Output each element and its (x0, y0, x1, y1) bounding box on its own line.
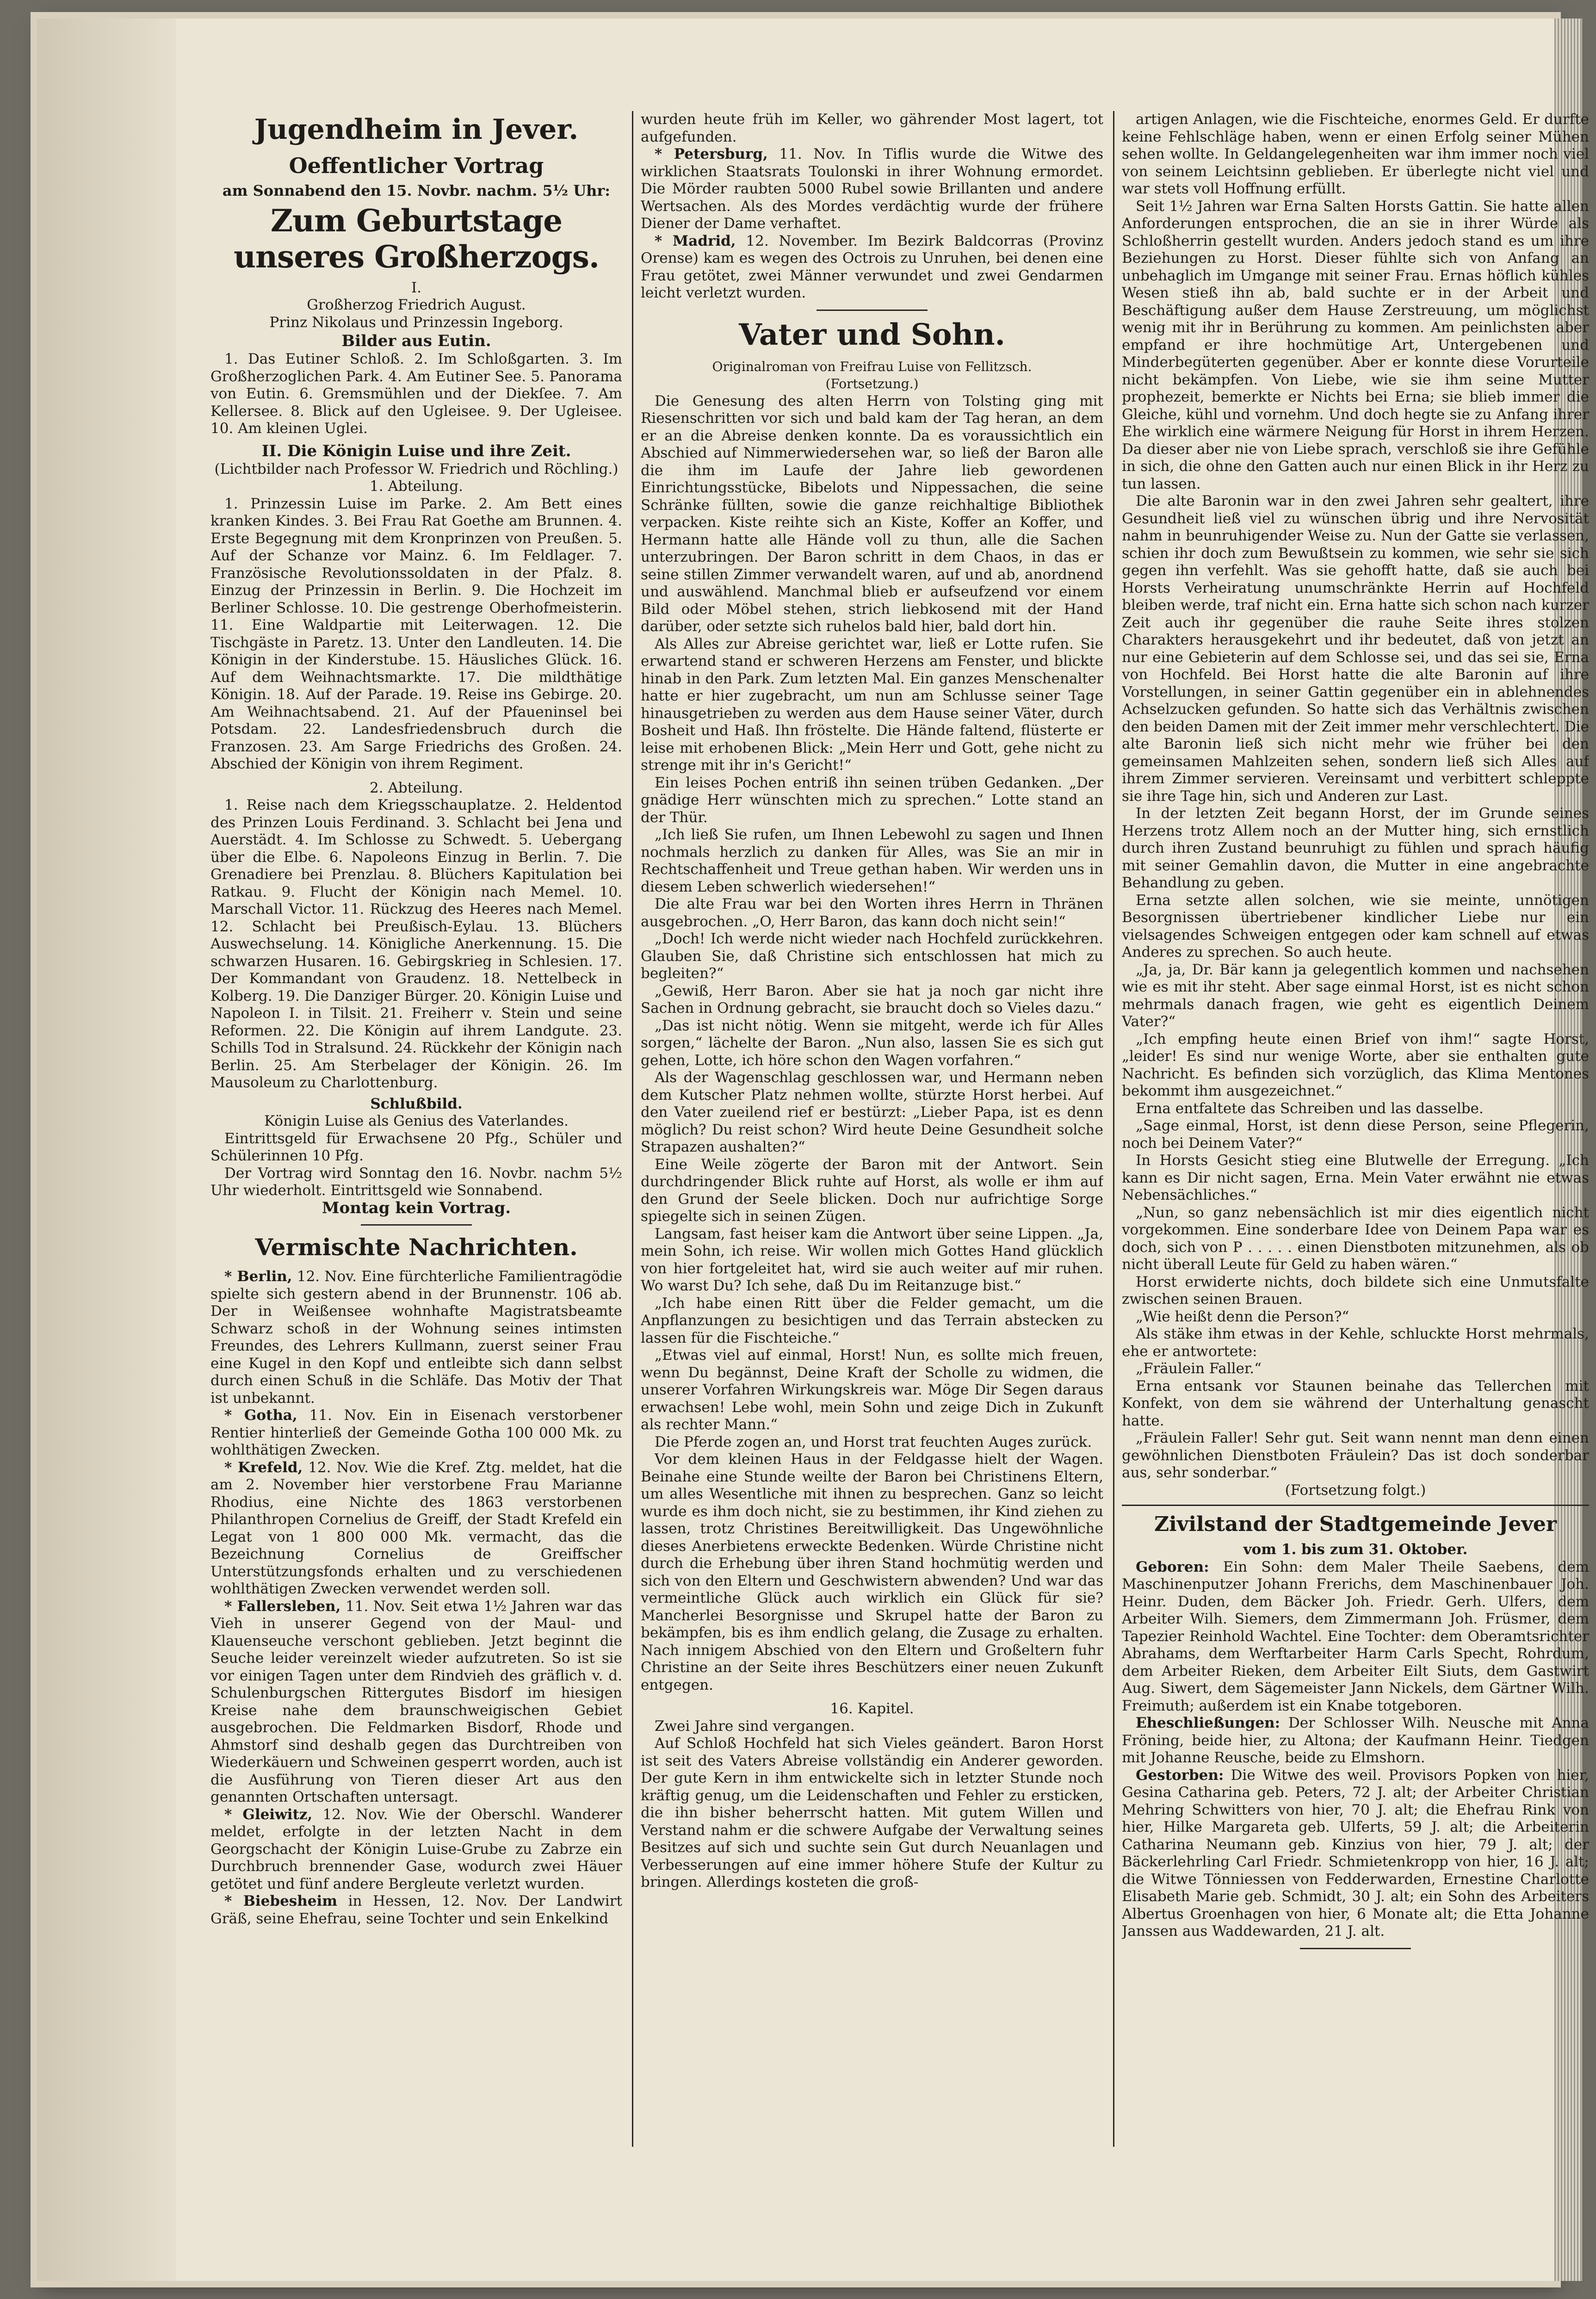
column-rule (632, 111, 633, 2147)
novel-paragraph: Als Alles zur Abreise gerichtet war, ließ er Lotte rufen. Sie erwartend stand er schweren Herzens am Fenster, und blickte hinab in den Park. Zum letzten Mal. Ein ganzes Menschenalter hatte er hier zugebracht, um nun am Schlusse seiner Tage hinausgetrieben zu werden aus dem Hause seiner Väter, durch Bosheit und Haß. Ihn fröstelte. Die Hände faltend, flüsterte er leise mit erhobenen Blick: „Mein Herr und Gott, gehe nicht zu strenge mit ihr in's Gericht!“ (641, 635, 1103, 774)
zivilstand-list (1122, 1559, 1589, 1940)
bilder-list: 1. Das Eutiner Schloß. 2. Im Schloßgarten. 3. Im Großherzoglichen Park. 4. Am Eutiner See. 5. Panorama von Eutin. 6. Gremsmühlen und der Diekſee. 7. Am Kellersee. 8. Blick auf den Ugleisee. 9. Der Ugleisee. 10. Am kleinen Uglei. (210, 351, 622, 437)
novel-paragraph: Eine Weile zögerte der Baron mit der Antwort. Sein durchdringender Blick ruhte auf Horst, als wolle er ihm auf den Grund der Seele blicken. Doch nur aufrichtige Sorge spiegelte sich in seinen Zügen. (641, 1156, 1103, 1225)
novel-paragraph: Als der Wagenschlag geschlossen war, und Hermann neben dem Kutscher Platz nehmen wollte, stürzte Horst herbei. Auf den Vater zueilend rief er bestürzt: „Lieber Papa, ist es denn möglich? Du reist schon? Wird heute Deine Gesundheit solche Strapazen aushalten?“ (641, 1069, 1103, 1155)
novel-paragraph: Die Pferde zogen an, und Horst trat feuchten Auges zurück. (655, 1433, 1092, 1450)
ad-date-line: am Sonnabend den 15. Novbr. nachm. 5½ Uhr: (222, 182, 611, 199)
novel-paragraph: „Sage einmal, Horst, ist denn diese Person, seine Pflegerin, noch bei Deinem Vater?“ (1122, 1117, 1589, 1152)
zivilstand-label: Eheschließungen: (1136, 1715, 1281, 1731)
news-text: 11. Nov. In Tiflis wurde die Witwe des wirklichen Staatsrats Toulonski in ihrer Wohnung ermordet. Die Mörder raubten 5000 Rubel sowie Brillanten und andere Wertsachen. Als des Mordes verdächtig wurde der frühere Diener der Dame verhaftet. (641, 146, 1103, 232)
novel-paragraph: „Nun, so ganz nebensächlich ist mir dies eigentlich nicht vorgekommen. Eine sonderbare Idee von Deinem Papa war es doch, sich von P . . . . . einen Dienstboten mitzunehmen, als ob nicht überall Leute für Geld zu haben wären.“ (1122, 1204, 1589, 1273)
novel-paragraph: „Doch! Ich werde nicht wieder nach Hochfeld zurückkehren. Glauben Sie, daß Christine sich entschlossen hat mich zu begleiten?“ (641, 930, 1103, 982)
column-right (1122, 111, 1589, 2147)
novel-paragraph: Als stäke ihm etwas in der Kehle, schluckte Horst mehrmals, ehe er antwortete: (1122, 1326, 1589, 1360)
novel-paragraph: Langsam, fast heiser kam die Antwort über seine Lippen. „Ja, mein Sohn, ich reise. Wir wollen mich Gottes Hand glücklich von hier fortgeleitet hat, wird sie auch weiter auf mir ruhen. Wo warst Du? Ich sehe, daß Du im Reitanzuge bist.“ (641, 1225, 1103, 1294)
zivilstand-text: Ein Sohn: dem Maler Theile Saebens, dem Maschinenputzer Johann Frerichs, dem Maschinenbauer Joh. Heinr. Duden, dem Bäcker Joh. Friedr. Gerh. Ulfers, dem Arbeiter Wilh. Siemers, dem Zimmermann Joh. Früsmer, dem Tapezier Reinhold Wachtel. Eine Tochter: dem Oberamtsrichter Abrahams, dem Werftarbeiter Harm Carls Specht, Rohrdum, dem Arbeiter Rieken, dem Arbeiter Eilt Siuts, dem Gastwirt Aug. Siwert, dem Sägemeister Jann Nickels, dem Gärtner Wilh. Freimuth; außerdem ist ein Knabe totgeboren. (1122, 1558, 1589, 1714)
novel-paragraph: Die alte Baronin war in den zwei Jahren sehr gealtert, ihre Gesundheit ließ viel zu wünschen übrig und ihre Nervosität nahm in beunruhigender Weise zu. Nun der Gatte sie verlassen, schien ihr doch zum Bewußtsein zu kommen, wie sehr sie sich gegen ihn verfehlt. Was sie gehofft hatte, daß sie auch bei Horsts Verheiratung unumschränkte Herrin auf Hochfeld bleiben werde, traf nicht ein. Erna hatte sich schon nach kurzer Zeit auch ihr gegenüber die rauhe Seite ihres stolzen Charakters herausgekehrt und ihr bedeutet, daß von jetzt an nur eine Gebieterin auf dem Schlosse sei, und das sei sie, Erna von Hochfeld. Bei Horst hatte die alte Baronin auf ihre Vorstellungen, in seiner Gattin gegenüber ein in ablehnendes Achselzucken gefunden. So hatte sich das Verhältnis zwischen den beiden Damen mit der Zeit immer mehr verschlechtert. Die alte Baronin ließ sich nicht mehr wie früher bei den gemeinsamen Mahlzeiten sehen, sondern ließ sich Alles auf ihrem Zimmer servieren. Vereinsamt und verbittert schleppte sie ihre Tage hin, sich und Anderen zur Last. (1122, 493, 1589, 805)
novel-paragraph: „Ja, ja, Dr. Bär kann ja gelegentlich kommen und nachsehen wie es mit ihr steht. Aber sage einmal Horst, ist es nicht schon mehrmals danach fragen, wie geht es eigentlich Deinem Vater?“ (1122, 961, 1589, 1030)
divider (1300, 1948, 1411, 1949)
news-item (641, 233, 1103, 302)
abteilung-2-list: 1. Reise nach dem Kriegsschauplatze. 2. Heldentod des Prinzen Louis Ferdinand. 3. Schlacht bei Jena und Auerstädt. 4. Im Schlosse zu Schwedt. 5. Uebergang über die Elbe. 6. Napoleons Einzug in Berlin. 7. Die Grenadiere bei Prenzlau. 8. Blüchers Kapitulation bei Ratkau. 9. Flucht der Königin nach Memel. 10. Marschall Victor. 11. Rückzug des Heeres nach Memel. 12. Schlacht bei Preußisch-Eylau. 13. Blüchers Auswechselung. 14. Königliche Anerkennung. 15. Die schwarzen Husaren. 16. Gebirgskrieg in Schlesien. 17. Der Kommandant von Graudenz. 18. Nettelbeck in Kolberg. 19. Die Danziger Bürger. 20. Königin Luise und Napoleon I. in Tilsit. 21. Freiherr v. Stein und seine Reformen. 22. Die Königin auf ihrem Landgute. 23. Schills Tod in Stralsund. 24. Rückkehr der Königin nach Berlin. 25. Am Sterbelager der Königin. 26. Im Mausoleum zu Charlottenburg. (210, 797, 622, 1091)
zivilstand-subheading: vom 1. bis zum 31. Oktober. (1243, 1541, 1468, 1558)
news-item (210, 1806, 622, 1893)
persons-line: Großherzog Friedrich August. (307, 297, 526, 313)
novel-paragraph: Erna entsank vor Staunen beinahe das Tellerchen mit Konfekt, von dem sie während der Unterhaltung genascht hatte. (1122, 1377, 1589, 1429)
news-dateline: * Biebesheim (224, 1893, 338, 1909)
montag-notice: Montag kein Vortrag. (322, 1198, 511, 1217)
zivilstand-heading: Zivilstand der Stadtgemeinde Jever (1154, 1512, 1557, 1536)
part2-heading: II. Die Königin Luise und ihre Zeit. (261, 441, 571, 460)
news-item (210, 1459, 622, 1598)
schluss-line: Königin Luise als Genius des Vaterlandes. (264, 1113, 569, 1129)
news-text: 12. Nov. Wie der Oberschl. Wanderer meldet, erfolgte in der letzten Nacht in dem Georgschacht der Königin Luise-Grube zu Zabrze ein Durchbruch brennender Gase, wodurch zwei Häuer getötet und fünf andere Bergleute verletzt wurden. (210, 1806, 622, 1892)
zivilstand-entry (1122, 1767, 1589, 1940)
news-text: 12. Nov. Wie die Kref. Ztg. meldet, hat die am 2. November hier verstorbene Frau Marianne Rhodius, eine Nichte des 1863 verstorbenen Philanthropen Cornelius de Greiff, der Stadt Krefeld ein Legat von 1 800 000 Mk. vermacht, das die Bezeichnung Cornelius de Greiffscher Unterstützungsfonds erhalten und zu verschiedenen wohlthätigen Zwecken verwendet werden soll. (210, 1459, 622, 1597)
fortsetzung-folgt: (Fortsetzung folgt.) (1285, 1481, 1426, 1499)
column-rule (1113, 111, 1114, 2147)
news-dateline: * Fallersleben, (224, 1598, 341, 1615)
novel-title: Vater und Sohn. (739, 317, 1005, 352)
novel-fortsetzung: (Fortsetzung.) (825, 376, 919, 391)
novel-paragraph: Erna setzte allen solchen, wie sie meinte, unnötigen Besorgnissen übertriebener kindlicher Liebe nur ein vielsagendes Schweigen entgegen oder kam schnell auf etwas Anderes zu sprechen. So auch heute. (1122, 892, 1589, 960)
column-left (210, 111, 622, 2147)
news-dateline: * Petersburg, (655, 146, 768, 162)
column-middle (641, 111, 1103, 2147)
news-text: 12. Nov. Eine fürchterliche Familientragödie spielte sich gestern abend in der Brunnenstr. 106 ab. Der in Weißensee wohnhafte Magistratsbeamte Schwarz schoß in der Wohnung seines intimsten Freundes, des Lehrers Kullmann, zuerst seiner Frau eine Kugel in den Kopf und entleibte sich dann selbst durch einen Schuß in die Schläfe. Das Motiv der That ist unbekannt. (210, 1268, 622, 1407)
novel-paragraph: Die alte Frau war bei den Worten ihres Herrn in Thränen ausgebrochen. „O, Herr Baron, das kann doch nicht sein!“ (641, 896, 1103, 930)
novel-paragraph: „Fräulein Faller! Sehr gut. Seit wann nennt man denn einen gewöhnlichen Dienstboten Fräulein? Das ist doch sonderbar aus, sehr sonderbar.“ (1122, 1430, 1589, 1481)
news-continuation: wurden heute früh im Keller, wo gährender Most lagert, tot aufgefunden. (641, 111, 1103, 145)
novel-paragraph: Seit 1½ Jahren war Erna Salten Horsts Gattin. Sie hatte allen Anforderungen entsprochen, die an sie in ihrer Würde als Schloßherrin gestellt wurden. Anders jedoch stand es um ihre Beziehungen zu Horst. Dieser fühlte sich von Anfang an unbehaglich im Umgange mit seiner Frau. Ernas höflich kühles Wesen stieß ihn ab, bald suchte er in der Arbeit und Beschäftigung außer dem Hause Zerstreuung, um möglichst wenig mit ihr in Berührung zu kommen. Am peinlichsten aber empfand er ihre hochmütige Art, Untergebenen und Minderbegüterten gegenüber. Aber er konnte diese Vorurteile nicht bekämpfen. Von Liebe, wie sie ihm seine Mutter prophezeit, bemerkte er Nichts bei Erna; sie blieb immer die Gleiche, kühl und vornehm. Und doch hegte sie zu Anfang ihrer Ehe wirklich eine wärmere Neigung für Horst in ihrem Herzen. Da dieser aber nie von Liebe sprach, verschloß sie ihre Gefühle in sich, die ohne den Gatten auch nur einen Blick in ihr Herz zu tun lassen. (1122, 198, 1589, 492)
novel-paragraph: „Etwas viel auf einmal, Horst! Nun, es sollte mich freuen, wenn Du begännst, Deine Kraft der Scholle zu widmen, die unserer Vorfahren Wirkungskreis war. Möge Dir Segen daraus erwachsen! Lebe wohl, mein Sohn und zeige Dich in Zukunft als rechter Mann.“ (641, 1347, 1103, 1433)
novel-paragraph: „Gewiß, Herr Baron. Aber sie hat ja noch gar nicht ihre Sachen in Ordnung gebracht, sie braucht doch so Vieles dazu.“ (641, 982, 1103, 1016)
novel-paragraph: Vor dem kleinen Haus in der Feldgasse hielt der Wagen. Beinahe eine Stunde weilte der Baron bei Christinens Eltern, um alles Wesentliche mit ihnen zu besprechen. Ganz so leicht wurde es ihm doch nicht, sie zu bestimmen, ihr Kind ziehen zu lassen, trotz Christines Bereitwilligkeit. Das Ungewöhnliche dieses Anerbietens erweckte Bedenken. Würde Christine nicht durch die Erhebung über ihren Stand hochmütig werden und sich von den Eltern und Geschwistern abwenden? Und war das vermeintliche Glück auch wirklich ein Glück für sie? Mancherlei Besorgnisse und Skrupel hatte der Baron zu bekämpfen, bis es ihm endlich gelang, die Zusage zu erhalten. Nach innigem Abschied von den Eltern und Großeltern fuhr Christine an der Seite ihres Beschützers einer neuen Zukunft entgegen. (641, 1451, 1103, 1693)
novel-paragraph: In Horsts Gesicht stieg eine Blutwelle der Erregung. „Ich kann es Dir nicht sagen, Erna. Mein Vater erwähnt nie etwas Nebensächliches.“ (1122, 1152, 1589, 1203)
previous-page-stub (37, 19, 176, 2281)
novel-text (1122, 111, 1589, 1482)
novel-paragraph: „Das ist nicht nötig. Wenn sie mitgeht, werde ich für Alles sorgen,“ lächelte der Baron. „Nun also, lassen Sie es sich gut gehen, Lotte, ich höre schon den Wagen vorfahren.“ (641, 1017, 1103, 1069)
news-text: 11. Nov. Ein in Eisenach verstorbener Rentier hinterließ der Gemeinde Gotha 100 000 Mk. zu wohlthätigen Zwecken. (210, 1407, 622, 1458)
news-item (210, 1598, 622, 1806)
news-item (210, 1407, 622, 1459)
novel-paragraph: Horst erwiderte nichts, doch bildete sich eine Unmutsfalte zwischen seinen Brauen. (1122, 1273, 1589, 1308)
repeat-notice: Der Vortrag wird Sonntag den 16. Novbr. nachm 5½ Uhr wiederholt. Eintrittsgeld wie Sonnabend. (210, 1165, 622, 1199)
novel-text (641, 1718, 1103, 1891)
news-dateline: * Berlin, (224, 1268, 292, 1285)
schluss-heading: Schlußbild. (370, 1095, 463, 1112)
news-list (210, 1268, 622, 1927)
news-item (210, 1893, 622, 1927)
newspaper-page (37, 19, 1589, 2281)
novel-paragraph: „Ich ließ Sie rufen, um Ihnen Lebewohl zu sagen und Ihnen nochmals herzlich zu danken für Alles, was Sie an mir in Rechtschaffenheit und Treue gethan haben. Wir werden uns in diesem Leben schwerlich wiedersehen!“ (641, 826, 1103, 895)
ad-banner: Zum Geburtstage unseres Großherzogs. (234, 202, 599, 275)
novel-paragraph: Zwei Jahre sind vergangen. (655, 1717, 855, 1735)
zivilstand-text: Die Witwe des weil. Provisors Popken von hier, Gesina Catharina geb. Peters, 72 J. alt; der Arbeiter Christian Mehring Schwitters von hier, 70 J. alt; die Ehefrau Rink von hier, Hilke Margareta geb. Ulferts, 59 J. alt; die Arbeiterin Catharina Neumann geb. Kinzius von hier, 79 J. alt; der Bäckerlehrling Carl Friedr. Schmietenkropp von hier, 16 J. alt; die Witwe Tönniessen von Fedderwarden, Ernestine Charlotte Elisabeth Marie geb. Schmidt, 30 J. alt; ein Sohn des Arbeiters Albertus Groenhagen von hier, 6 Monate alt; die Etta Johanne Janssen aus Waddewarden, 21 J. alt. (1122, 1766, 1589, 1940)
novel-paragraph: Die Genesung des alten Herrn von Tolsting ging mit Riesenschritten vor sich und bald kam der Tag heran, an dem er an die Abreise denken konnte. Da es voraussichtlich ein Abschied auf Nimmerwiedersehen war, so ließ der Baron alle die ihm im Laufe der Jahre lieb gewordenen Einrichtungsstücke, Bibelots und Nippessachen, die seine Schränke füllten, sowie die ganze reichhaltige Bibliothek verpacken. Kiste reihte sich an Kiste, Koffer an Koffer, und Hermann hatte alle Hände voll zu thun, alle die Sachen unterzubringen. Der Baron schritt in dem Chaos, in das er seine stillen Zimmer verwandelt waren, auf und ab, anordnend und auswählend. Manchmal blieb er aufseufzend vor einem Bild oder Möbel stehen, strich liebkosend mit der Hand darüber, oder setzte sich ruhelos bald hier, bald dort hin. (641, 392, 1103, 635)
zivilstand-label: Geboren: (1136, 1558, 1209, 1575)
persons-line: Prinz Nikolaus und Prinzessin Ingeborg. (269, 314, 563, 331)
zivilstand-entry (1122, 1715, 1589, 1767)
novel-author: Originalroman von Freifrau Luise von Fellitzsch. (712, 359, 1032, 374)
news-text: 11. Nov. Seit etwa 1½ Jahren war das Vieh in unserer Gegend von der Maul- und Klauenseuche verschont geblieben. Jetzt beginnt die Seuche leider vereinzelt wieder aufzutreten. So ist sie vor einigen Tagen unter dem Rindvieh des gräflich v. d. Schulenburgschen Rittergutes Bisdorf im hiesigen Kreise nahe dem braunschweigischen Gebiet ausgebrochen. Die Feldmarken Bisdorf, Rhode und Ahmstorf sind deshalb gegen das Durchtreiben von Wiederkäuern und Schweinen gesperrt worden, auch ist die Ausführung von Tieren dieser Art aus den genannten Ortschaften untersagt. (210, 1598, 622, 1805)
news-dateline: * Krefeld, (224, 1459, 303, 1476)
news-text: 12. November. Im Bezirk Baldcorras (Provinz Orense) kam es wegen des Octrois zu Unruhen, bei denen eine Frau getötet, zwei Männer verwundet und zwei Gendarmen leicht verletzt wurden. (641, 232, 1103, 301)
news-dateline: * Madrid, (655, 232, 736, 249)
news-item (210, 1268, 622, 1407)
chapter-heading: 16. Kapitel. (830, 1700, 914, 1717)
news-text: in Hessen, 12. Nov. Der Landwirt Gräß, seine Ehefrau, seine Tochter und sein Enkelkind (210, 1893, 622, 1927)
divider (817, 310, 928, 311)
novel-text (641, 393, 1103, 1694)
novel-paragraph: artigen Anlagen, wie die Fischteiche, enormes Geld. Er durfte keine Fehlschläge haben, wenn er einen Erfolg seiner Mühen sehen wollte. In Geldangelegenheiten war ihm immer noch viel von seinem Leichtsinn geblieben. Er überlegte nicht viel und war stets voll Hoffnung erfüllt. (1122, 111, 1589, 197)
admission-fee: Eintrittsgeld für Erwachsene 20 Pfg., Schüler und Schülerinnen 10 Pfg. (210, 1130, 622, 1164)
zivilstand-entry (1122, 1559, 1589, 1715)
ad-subtitle: Oeffentlicher Vortrag (289, 153, 544, 178)
novel-paragraph: Erna entfaltete das Schreiben und las dasselbe. (1136, 1100, 1484, 1117)
news-list (641, 146, 1103, 302)
novel-paragraph: Auf Schloß Hochfeld hat sich Vieles geändert. Baron Horst ist seit des Vaters Abreise vollständig ein Anderer geworden. Der gute Kern in ihm entwickelte sich in letzter Stunde noch kräftig genug, um die Leidenschaften und Fehler zu ersticken, die ihn bisher beherrscht hatten. Mit gutem Willen und Verstand nahm er die schwere Aufgabe der Verwaltung seines Besitzes auf sich und suchte sein Gut durch Neuanlagen und Verbesserungen auf eine immer höhere Stufe der Kultur zu bringen. Allerdings kosteten die groß- (641, 1735, 1103, 1890)
novel-paragraph: „Ich empfing heute einen Brief von ihm!“ sagte Horst, „leider! Es sind nur wenige Worte, aber sie enthalten gute Nachricht. Es befinden sich vorzüglich, das Klima Mentones bekommt ihm ausgezeichnet.“ (1122, 1030, 1589, 1099)
section-I: I. (411, 279, 422, 296)
ad-title: Jugendheim in Jever. (254, 113, 579, 146)
zivilstand-text: Der Schlosser Wilh. Neusche mit Anna Fröning, beide hier, zu Altona; der Kaufmann Heinr. Tiedgen mit Johanne Reusche, beide zu Elmshorn. (1122, 1715, 1589, 1766)
divider (361, 1224, 472, 1226)
news-dateline: * Gotha, (224, 1407, 297, 1424)
part2-subheading: (Lichtbilder nach Professor W. Friedrich und Röchling.) (214, 460, 619, 477)
abteilung-1-list: 1. Prinzessin Luise im Parke. 2. Am Bett eines kranken Kindes. 3. Bei Frau Rat Goethe am Brunnen. 4. Erste Begegnung mit dem Kronprinzen von Preußen. 5. Auf der Schanze vor Mainz. 6. Im Feldlager. 7. Französische Revolutionssoldaten in der Pfalz. 8. Einzug der Prinzessin in Berlin. 9. Die Hochzeit im Berliner Schlosse. 10. Die gestrenge Oberhofmeisterin. 11. Eine Waldpartie mit Leiterwagen. 12. Die Tischgäste in Paretz. 13. Unter den Landleuten. 14. Die Königin in der Kinderstube. 15. Häusliches Glück. 16. Auf dem Weihnachtsmarkte. 17. Die mildthätige Königin. 18. Auf der Parade. 19. Reise ins Gebirge. 20. Am Weihnachtsabend. 21. Auf der Pfaueninsel bei Potsdam. 22. Landesfriedensbruch durch die Franzosen. 23. Am Sarge Friedrichs des Großen. 24. Abschied der Königin von ihrem Regiment. (210, 495, 622, 772)
news-item (641, 146, 1103, 233)
abteilung-2-heading: 2. Abteilung. (370, 779, 463, 796)
divider (1122, 1505, 1589, 1506)
novel-paragraph: Ein leises Pochen entriß ihn seinen trüben Gedanken. „Der gnädige Herr wünschten mich zu sprechen.“ Lotte stand an der Thür. (641, 774, 1103, 826)
zivilstand-label: Gestorben: (1136, 1766, 1224, 1784)
novel-paragraph: „Wie heißt denn die Person?“ (1136, 1308, 1349, 1325)
bilder-heading: Bilder aus Eutin. (341, 332, 491, 350)
novel-paragraph: „Fräulein Faller.“ (1136, 1360, 1262, 1377)
abteilung-1-heading: 1. Abteilung. (370, 478, 463, 495)
novel-paragraph: „Ich habe einen Ritt über die Felder gemacht, um die Anpflanzungen zu besichtigen und das Terrain abstecken zu lassen für die Fischteiche.“ (641, 1295, 1103, 1346)
novel-paragraph: In der letzten Zeit begann Horst, der im Grunde seines Herzens trotz Allem noch an der Mutter hing, sich ernstlich durch ihren Zustand beunruhigt zu fühlen und sprach häufig mit seiner Gemahlin davon, die Mutter in eine angebrachte Behandlung zu geben. (1122, 805, 1589, 891)
news-dateline: * Gleiwitz, (224, 1806, 313, 1823)
section-heading-vermischte: Vermischte Nachrichten. (255, 1233, 578, 1261)
